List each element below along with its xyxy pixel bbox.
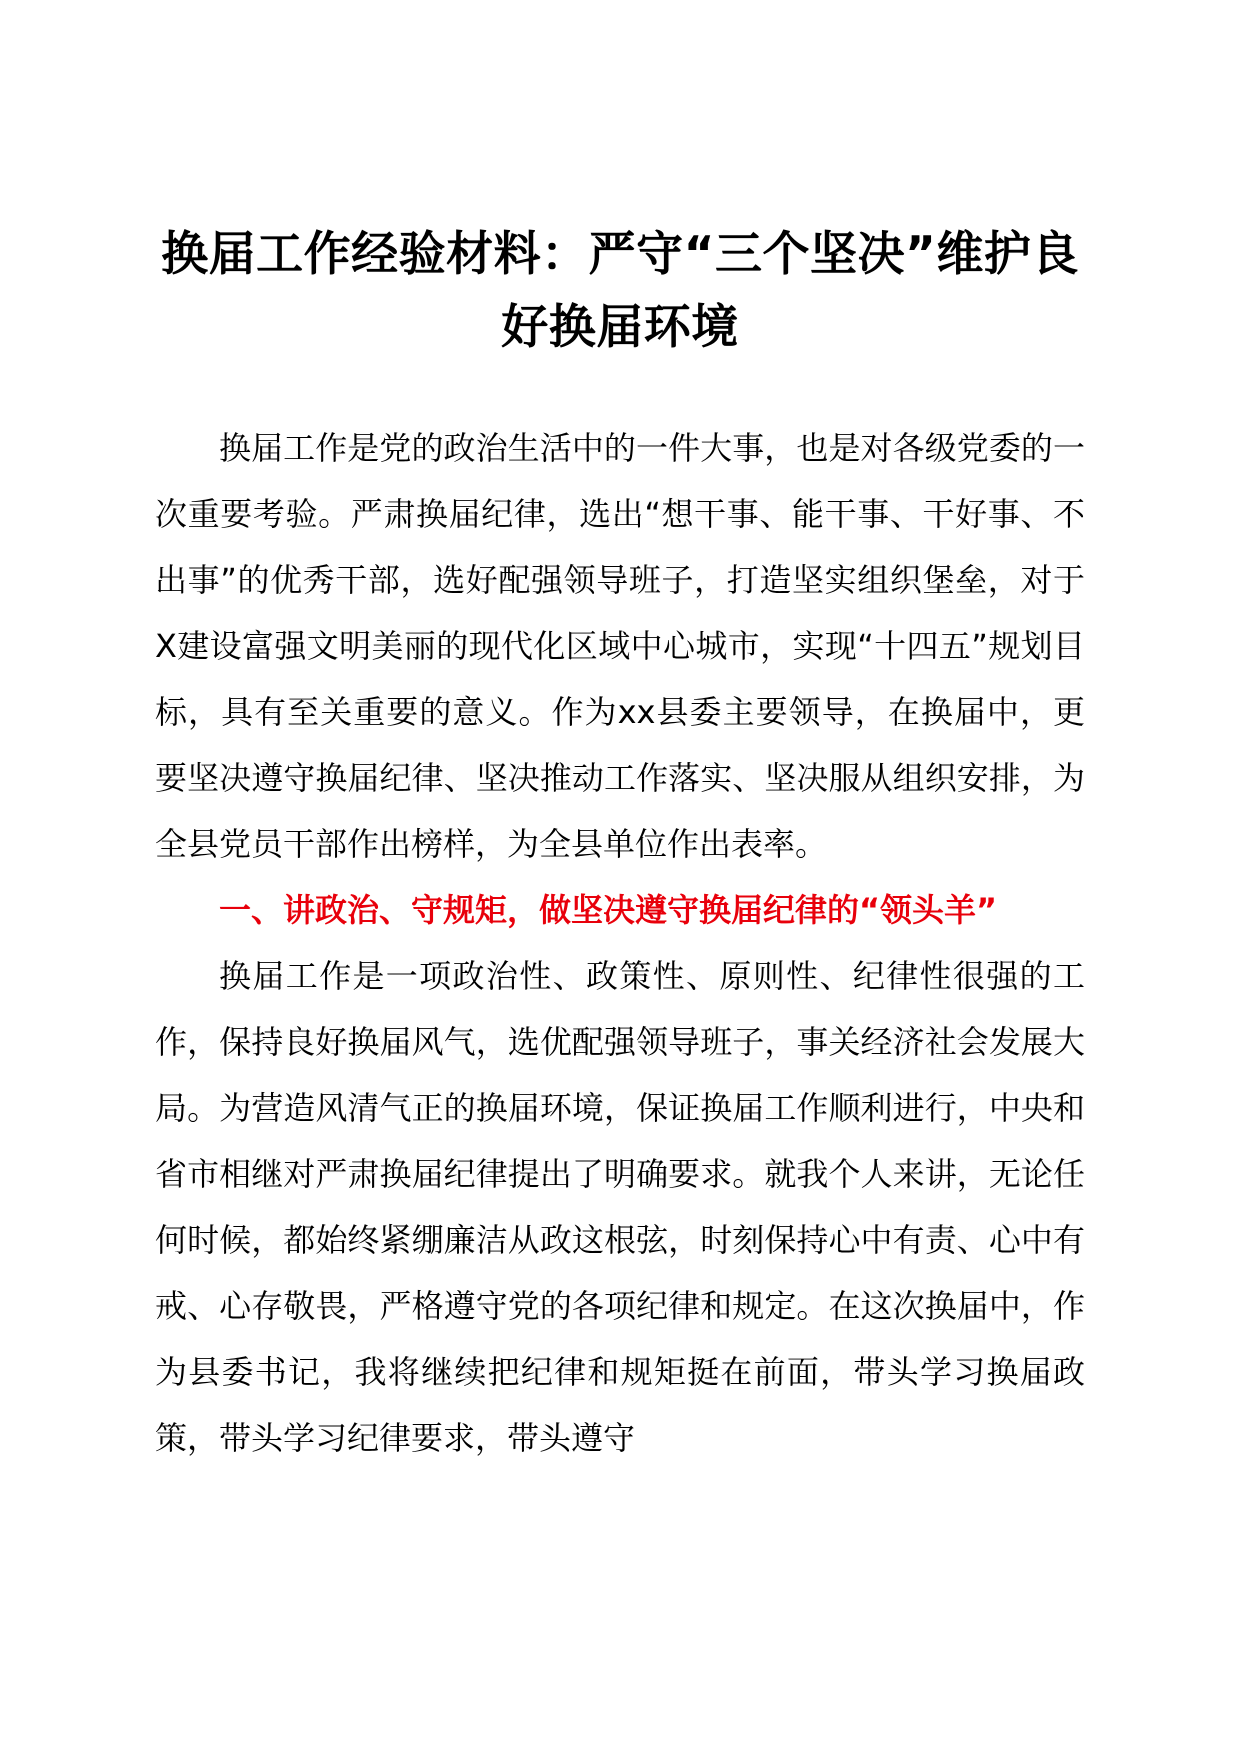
section-heading-1: 一、讲政治、守规矩，做坚决遵守换届纪律的“领头羊” — [219, 891, 998, 929]
document-title — [140, 218, 1100, 364]
title-line-2: 好换届环境 — [501, 300, 739, 355]
title-line-1: 换届工作经验材料：严守“三个坚决”维护良 — [161, 227, 1079, 282]
section-1-paragraph: 换届工作是一项政治性、政策性、原则性、纪律性很强的工作，保持良好换届风气，选优配强领导班子，事关经济社会发展大局。为营造风清气正的换届环境，保证换届工作顺利进行，中央和省市相继对严肃换届纪律提出了明确要求。就我个人来讲，无论任何时候，都始终紧绷廉洁从政这根弦，时刻保持心中有责、心中有戒、心存敬畏，严格遵守党的各项纪律和规定。在这次换届中，作为县委书记，我将继续把纪律和规矩挺在前面，带头学习换届政策，带头学习纪律要求，带头遵守 — [155, 957, 1085, 1457]
document-body — [155, 415, 1085, 1471]
intro-paragraph: 换届工作是党的政治生活中的一件大事，也是对各级党委的一次重要考验。严肃换届纪律，选出“想干事、能干事、干好事、不出事”的优秀干部，选好配强领导班子，打造坚实组织堡垒，对于X建设富强文明美丽的现代化区域中心城市，实现“十四五”规划目标，具有至关重要的意义。作为xx县委主要领导，在换届中，更要坚决遵守换届纪律、坚决推动工作落实、坚决服从组织安排，为全县党员干部作出榜样，为全县单位作出表率。 — [155, 429, 1085, 863]
